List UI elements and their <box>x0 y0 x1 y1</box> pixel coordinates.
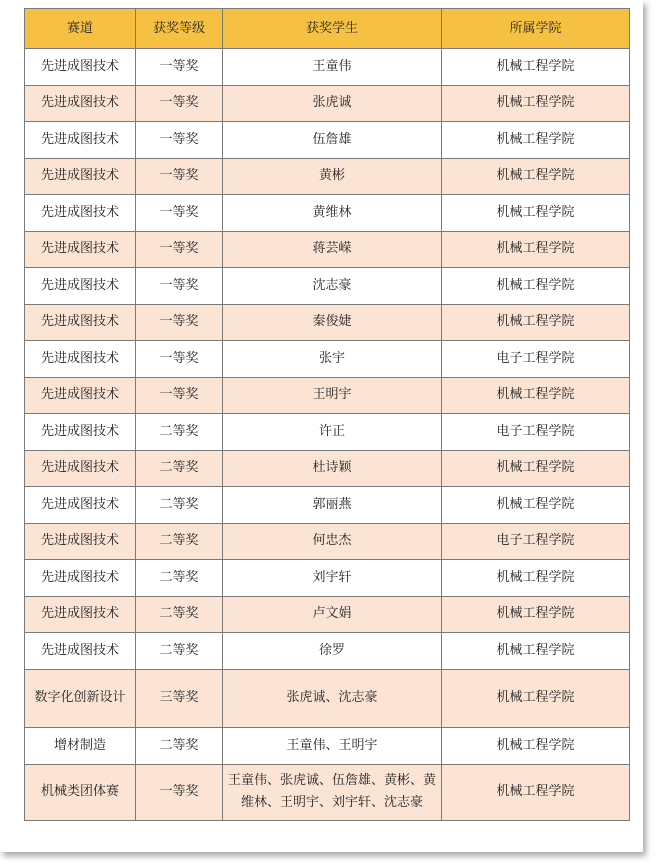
table-row <box>25 158 630 195</box>
cell-award-level: 一等奖 <box>136 231 223 268</box>
cell-college: 电子工程学院 <box>442 341 630 378</box>
cell-award-level: 一等奖 <box>136 377 223 414</box>
cell-track: 先进成图技术 <box>25 377 136 414</box>
cell-track: 先进成图技术 <box>25 304 136 341</box>
table-row <box>25 669 630 727</box>
cell-students: 蒋芸嵘 <box>223 231 442 268</box>
cell-students: 刘宇轩 <box>223 560 442 597</box>
cell-college: 电子工程学院 <box>442 414 630 451</box>
cell-track: 先进成图技术 <box>25 231 136 268</box>
cell-students: 徐罗 <box>223 633 442 670</box>
cell-students: 沈志豪 <box>223 268 442 305</box>
cell-award-level: 二等奖 <box>136 596 223 633</box>
cell-track: 先进成图技术 <box>25 560 136 597</box>
cell-students: 何忠杰 <box>223 523 442 560</box>
cell-track: 先进成图技术 <box>25 85 136 122</box>
table-row <box>25 268 630 305</box>
cell-track: 先进成图技术 <box>25 523 136 560</box>
table-row <box>25 523 630 560</box>
cell-track: 机械类团体赛 <box>25 764 136 820</box>
cell-college: 机械工程学院 <box>442 727 630 764</box>
cell-award-level: 一等奖 <box>136 764 223 820</box>
cell-students: 张宇 <box>223 341 442 378</box>
cell-students: 秦俊婕 <box>223 304 442 341</box>
cell-college: 机械工程学院 <box>442 85 630 122</box>
cell-award-level: 二等奖 <box>136 523 223 560</box>
table-row <box>25 304 630 341</box>
cell-track: 数字化创新设计 <box>25 669 136 727</box>
table-row <box>25 764 630 820</box>
table-row <box>25 231 630 268</box>
table-row <box>25 560 630 597</box>
table-row <box>25 377 630 414</box>
cell-college: 电子工程学院 <box>442 523 630 560</box>
cell-award-level: 二等奖 <box>136 487 223 524</box>
cell-award-level: 二等奖 <box>136 414 223 451</box>
cell-track: 先进成图技术 <box>25 341 136 378</box>
cell-award-level: 一等奖 <box>136 49 223 86</box>
cell-college: 机械工程学院 <box>442 596 630 633</box>
cell-award-level: 三等奖 <box>136 669 223 727</box>
cell-students: 郭丽燕 <box>223 487 442 524</box>
cell-college: 机械工程学院 <box>442 633 630 670</box>
cell-award-level: 一等奖 <box>136 341 223 378</box>
cell-college: 机械工程学院 <box>442 560 630 597</box>
table-row <box>25 85 630 122</box>
cell-award-level: 二等奖 <box>136 633 223 670</box>
header-college: 所属学院 <box>442 9 630 49</box>
cell-award-level: 二等奖 <box>136 727 223 764</box>
cell-award-level: 一等奖 <box>136 304 223 341</box>
table-header-row <box>25 9 630 49</box>
header-award-level: 获奖等级 <box>136 9 223 49</box>
cell-award-level: 二等奖 <box>136 560 223 597</box>
cell-track: 先进成图技术 <box>25 122 136 159</box>
cell-students: 王童伟、王明宇 <box>223 727 442 764</box>
cell-college: 机械工程学院 <box>442 122 630 159</box>
table-row <box>25 596 630 633</box>
cell-students: 伍詹雄 <box>223 122 442 159</box>
cell-students: 卢文娟 <box>223 596 442 633</box>
cell-students: 黄彬 <box>223 158 442 195</box>
cell-college: 机械工程学院 <box>442 450 630 487</box>
cell-track: 先进成图技术 <box>25 487 136 524</box>
cell-track: 先进成图技术 <box>25 158 136 195</box>
cell-track: 先进成图技术 <box>25 268 136 305</box>
cell-award-level: 一等奖 <box>136 195 223 232</box>
header-students: 获奖学生 <box>223 9 442 49</box>
cell-track: 先进成图技术 <box>25 195 136 232</box>
cell-college: 机械工程学院 <box>442 487 630 524</box>
cell-college: 机械工程学院 <box>442 669 630 727</box>
cell-track: 增材制造 <box>25 727 136 764</box>
cell-college: 机械工程学院 <box>442 158 630 195</box>
cell-students: 张虎诚 <box>223 85 442 122</box>
cell-students: 王童伟、张虎诚、伍詹雄、黄彬、黄维林、王明宇、刘宇轩、沈志豪 <box>223 764 442 820</box>
cell-college: 机械工程学院 <box>442 764 630 820</box>
cell-students: 黄维林 <box>223 195 442 232</box>
cell-track: 先进成图技术 <box>25 633 136 670</box>
table-row <box>25 195 630 232</box>
cell-award-level: 一等奖 <box>136 122 223 159</box>
awards-table <box>24 8 630 821</box>
table-row <box>25 727 630 764</box>
cell-award-level: 一等奖 <box>136 268 223 305</box>
cell-award-level: 一等奖 <box>136 85 223 122</box>
cell-college: 机械工程学院 <box>442 268 630 305</box>
cell-track: 先进成图技术 <box>25 450 136 487</box>
cell-award-level: 一等奖 <box>136 158 223 195</box>
cell-college: 机械工程学院 <box>442 231 630 268</box>
cell-students: 许正 <box>223 414 442 451</box>
table-row <box>25 487 630 524</box>
cell-students: 张虎诚、沈志豪 <box>223 669 442 727</box>
table-row <box>25 633 630 670</box>
cell-college: 机械工程学院 <box>442 49 630 86</box>
table-row <box>25 450 630 487</box>
header-track: 赛道 <box>25 9 136 49</box>
table-row <box>25 414 630 451</box>
table-row <box>25 341 630 378</box>
cell-award-level: 二等奖 <box>136 450 223 487</box>
cell-students: 王明宇 <box>223 377 442 414</box>
cell-track: 先进成图技术 <box>25 49 136 86</box>
cell-college: 机械工程学院 <box>442 304 630 341</box>
table-row <box>25 122 630 159</box>
cell-college: 机械工程学院 <box>442 195 630 232</box>
table-row <box>25 49 630 86</box>
cell-students: 杜诗颖 <box>223 450 442 487</box>
cell-college: 机械工程学院 <box>442 377 630 414</box>
cell-students: 王童伟 <box>223 49 442 86</box>
cell-track: 先进成图技术 <box>25 414 136 451</box>
cell-track: 先进成图技术 <box>25 596 136 633</box>
